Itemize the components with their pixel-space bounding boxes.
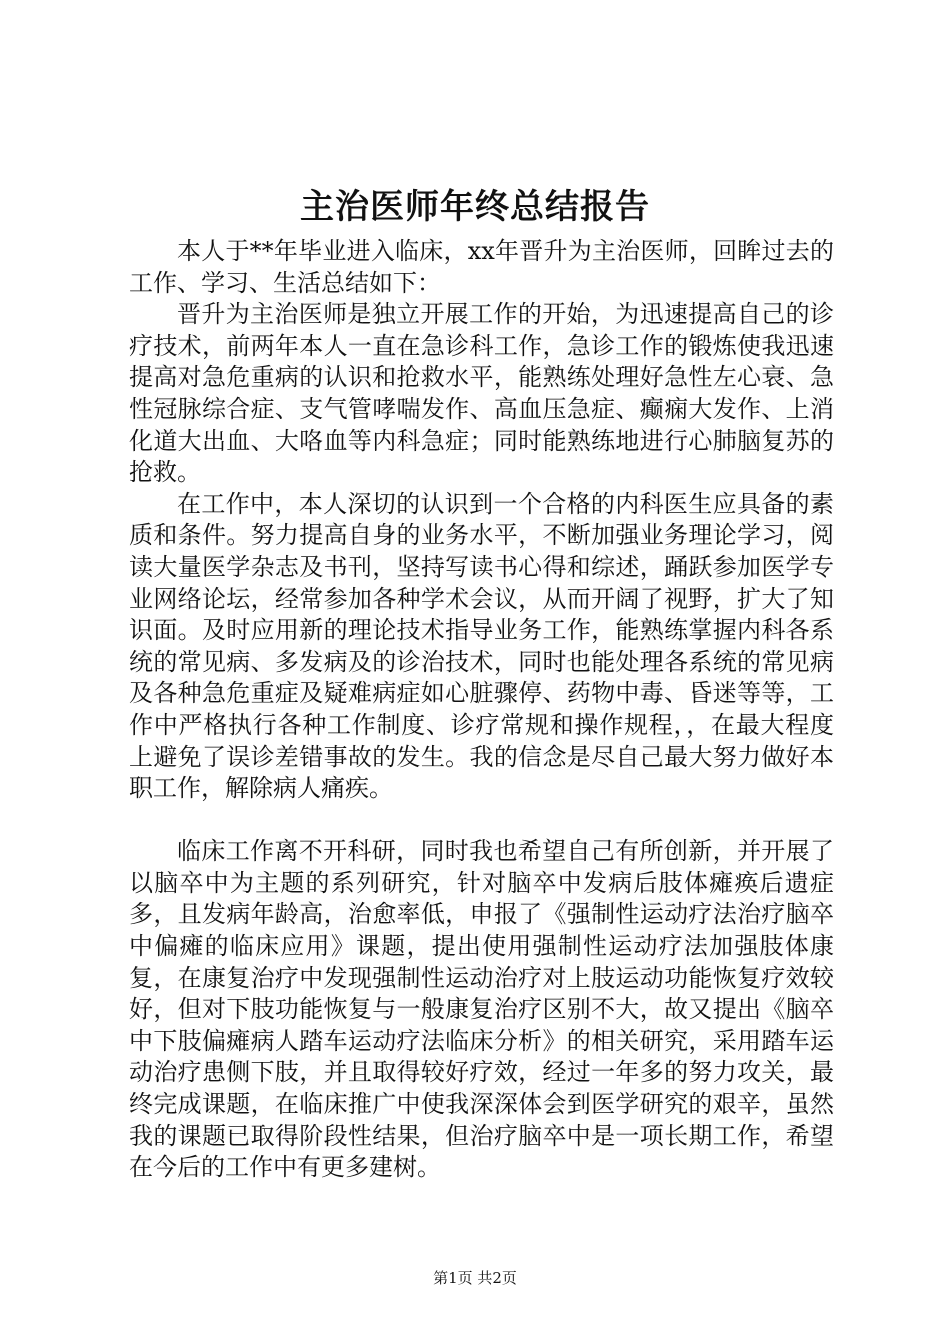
paragraph-emergency-work: 晋升为主治医师是独立开展工作的开始，为迅速提高自己的诊疗技术，前两年本人一直在急诊科工作，急诊工作的锻炼使我迅速提高对急危重病的认识和抢救水平，能熟练处理好急性左心衰、急性冠脉综合症、支气管哮喘发作、高血压急症、癫痫大发作、上消化道大出血、大咯血等内科急症；同时能熟练地进行心肺脑复苏的抢救。 <box>129 300 834 487</box>
paragraph-intro: 本人于**年毕业进入临床，xx年晋升为主治医师，回眸过去的工作、学习、生活总结如下： <box>129 237 834 297</box>
document-body <box>129 236 834 1184</box>
paragraph-research: 临床工作离不开科研，同时我也希望自己有所创新，并开展了以脑卒中为主题的系列研究，针对脑卒中发病后肢体瘫痪后遗症多，且发病年龄高，治愈率低，申报了《强制性运动疗法治疗脑卒中偏瘫的临床应用》课题，提出使用强制性运动疗法加强肢体康复，在康复治疗中发现强制性运动治疗对上肢运动功能恢复疗效较好，但对下肢功能恢复与一般康复治疗区别不大，故又提出《脑卒中下肢偏瘫病人踏车运动疗法临床分析》的相关研究，采用踏车运动治疗患侧下肢，并且取得较好疗效，经过一年多的努力攻关，最终完成课题，在临床推广中使我深深体会到医学研究的艰辛，虽然我的课题已取得阶段性结果，但治疗脑卒中是一项长期工作，希望在今后的工作中有更多建树。 <box>129 837 834 1182</box>
page-footer: 第1页 共2页 <box>433 1269 517 1287</box>
paragraph-professional-study: 在工作中，本人深切的认识到一个合格的内科医生应具备的素质和条件。努力提高自身的业务水平，不断加强业务理论学习，阅读大量医学杂志及书刊，坚持写读书心得和综述，踊跃参加医学专业网络论坛，经常参加各种学术会议，从而开阔了视野，扩大了知识面。及时应用新的理论技术指导业务工作，能熟练掌握内科各系统的常见病、多发病及的诊治技术，同时也能处理各系统的常见病及各种急危重症及疑难病症如心脏骤停、药物中毒、昏迷等等，工作中严格执行各种工作制度、诊疗常规和操作规程，，在最大程度上避免了误诊差错事故的发生。我的信念是尽自己最大努力做好本职工作，解除病人痛疾。 <box>129 489 834 803</box>
document-title: 主治医师年终总结报告 <box>300 187 650 227</box>
